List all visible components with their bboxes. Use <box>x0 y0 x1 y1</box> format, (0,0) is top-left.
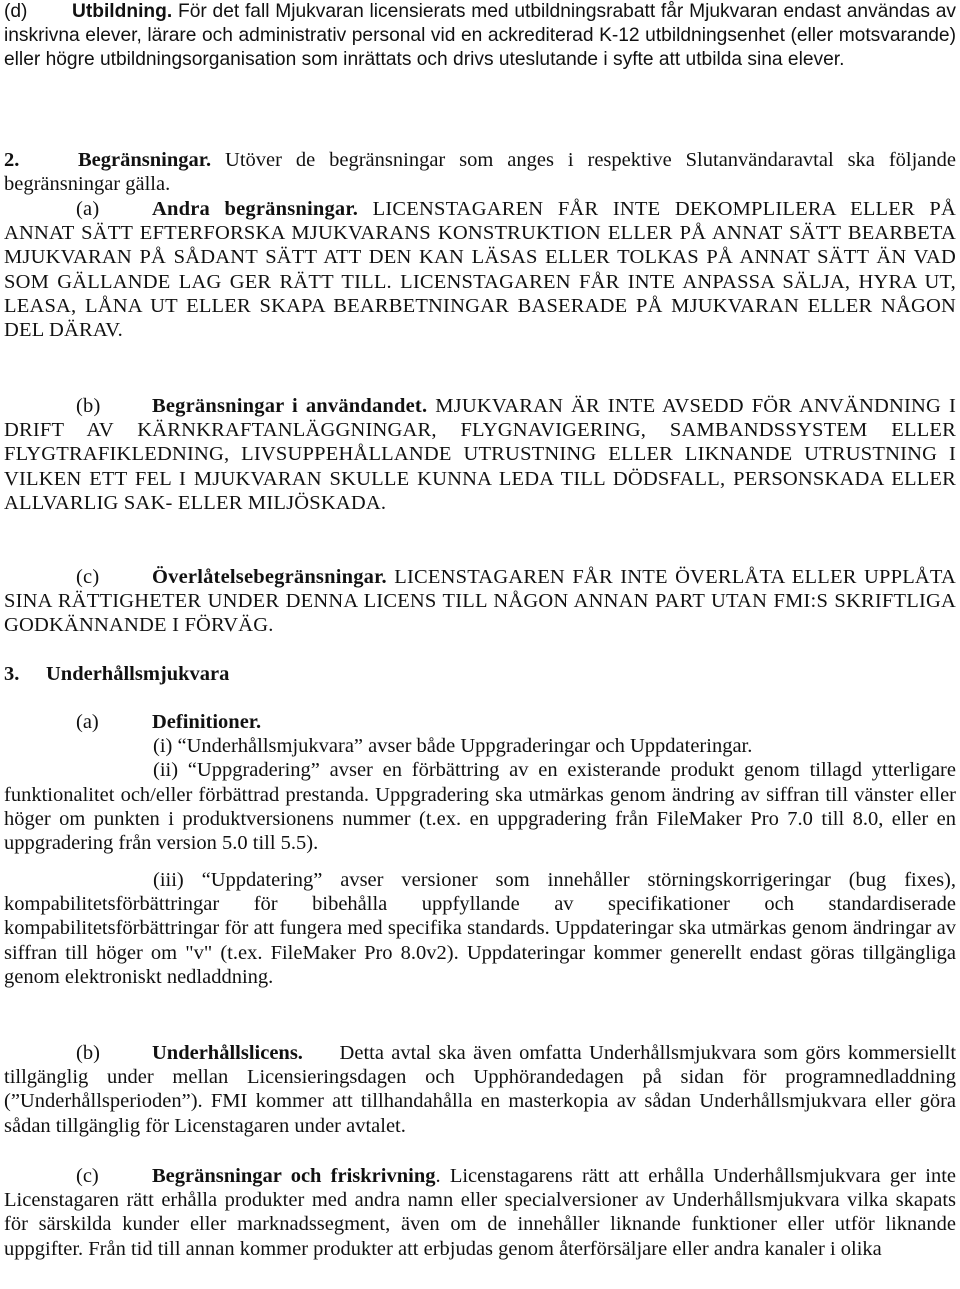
section-2c-heading: Överlåtelsebegränsningar. <box>152 566 387 588</box>
section-d-utbildning <box>4 0 956 73</box>
section-2c-text: LICENSTAGAREN FÅR INTE ÖVERLÅTA ELLER UPPLÅTA SINA RÄTTIGHETER UNDER DENNA LICENS TILL NÅGON ANNAN PART UTAN FMI:S SKRIFTLIGA GODKÄNNANDE I FÖRVÄG. <box>4 566 956 637</box>
section-2b-heading: Begränsningar i användandet. <box>152 395 428 417</box>
section-2a-text: LICENSTAGAREN FÅR INTE DEKOMPLILERA ELLER PÅ ANNAT SÄTT EFTERFORSKA MJUKVARANS KONSTRUKTION ELLER PÅ ANNAT SÄTT BEARBETA MJUKVARAN PÅ SÅDANT SÄTT ATT DEN KAN LÄSAS ELLER TOLKAS PÅ ANNAT SÄTT ÄN VAD SOM GÄLLANDE LAG GER RÄTT TILL. LICENSTAGAREN FÅR INTE ANPASSA SÄLJA, HYRA UT, LEASA, LÅNA UT ELLER SKAPA BEARBETNINGAR BASERADE PÅ MJUKVARAN ELLER NÅGON DEL DÄRAV. <box>4 198 957 342</box>
section-3a <box>4 710 956 855</box>
section-2 <box>4 148 956 196</box>
section-2b-marker: (b) <box>76 395 101 417</box>
section-3a-marker: (a) <box>76 711 99 733</box>
section-2c-marker: (c) <box>76 566 100 588</box>
section-3b <box>4 1041 956 1138</box>
section-2a-marker: (a) <box>76 198 100 220</box>
section-3c-heading: Begränsningar och friskrivning <box>152 1165 436 1187</box>
section-2-heading: Begränsningar. <box>78 149 212 171</box>
section-2-number: 2. <box>4 149 20 171</box>
section-3-heading: Underhållsmjukvara <box>46 663 230 685</box>
section-d-text: För det fall Mjukvaran licensierats med utbildningsrabatt får Mjukvaran endast användas av inskrivna elever, lärare och administrativ personal vid en ackrediterad K-12 utbildningsenhet (eller motsvarande) eller högre utbildningsorganisation som inrättats och drivs uteslutande i syfte att utbilda sina elever. <box>4 1 956 71</box>
definition-iii: (iii) “Uppdatering” avser versioner som innehåller störningskorrigeringar (bug fixes), kompabilitetsförbättringar för bibehålla uppfyllande av specifikationer och standardiserade kompabilitetsförbättringar för att fungera med specifika standards. Uppdateringar ska utmärkas genom ändringar av siffran till höger om "v" (t.ex. FileMaker Pro 8.0v2). Uppdateringar kommer generellt endast göras tillgängliga genom elektroniskt nedladdning. <box>4 869 956 988</box>
definition-i: (i) “Underhållsmjukvara” avser både Uppgraderingar och Uppdateringar. <box>153 735 753 758</box>
section-3a-iii <box>4 868 956 989</box>
section-2-text: Utöver de begränsningar som anges i respektive Slutanvändaravtal ska följande begränsningar gälla. <box>4 149 956 196</box>
section-2a <box>4 197 956 342</box>
section-3b-heading: Underhållslicens. <box>152 1042 303 1064</box>
definition-ii: (ii) “Uppgradering” avser en förbättring av en existerande produkt genom tillagd ytterligare funktionalitet och/eller förbättrad prestanda. Uppgradering ska utmärkas genom ändring av siffran till vänster eller höger om punkten i produktversionens nummer (t.ex. en uppgradering från FileMaker Pro 7.0 till 8.0, eller en uppgradering från version 5.0 till 5.5). <box>4 759 956 855</box>
section-2c <box>4 565 956 638</box>
section-2a-heading: Andra begränsningar. <box>152 198 359 220</box>
section-2b-text: MJUKVARAN ÄR INTE AVSEDD FÖR ANVÄNDNING I DRIFT AV KÄRNKRAFTANLÄGGNINGAR, FLYGNAVIGERING, SAMBANDSSYSTEM ELLER FLYGTRAFIKLEDNING, LIVSUPPEHÅLLANDE UTRUSTNING ELLER LIKNANDE UTRUSTNING I VILKEN ETT FEL I MJUKVARAN SKULLE KUNNA LEDA TILL DÖDSFALL, PERSONSKADA ELLER ALLVARLIG SAK- ELLER MILJÖSKADA. <box>4 395 956 514</box>
section-3b-marker: (b) <box>76 1042 100 1064</box>
section-3 <box>4 662 956 686</box>
section-2b <box>4 394 956 515</box>
section-3c-text: Licenstagarens rätt att erhålla Underhållsmjukvara ger inte Licenstagaren rätt erhålla produkter med andra namn eller specialversioner av Underhållsmjukvara vilka skapats för särskilda kunder eller marknadssegment, även om de innehåller liknande funktioner eller utför liknande uppgifter. Från tid till annan kommer produkter att erbjudas genom återförsäljare eller andra kanaler i olika <box>4 1165 956 1260</box>
section-d-heading: Utbildning. <box>72 1 173 22</box>
section-3c: (c) Begränsningar och friskrivning. Licenstagarens rätt att erhålla Underhållsmjukvara ger inte Licenstagaren rätt erhålla produkter med andra namn eller specialversioner av Underhållsmjukvara vilka skapats för särskilda kunder eller marknadssegment, även om de innehåller liknande funktioner eller utför liknande uppgifter. Från tid till annan kommer produkter att erbjudas genom återförsäljare eller andra kanaler i olika <box>4 1165 956 1260</box>
section-3b-text: Detta avtal ska även omfatta Underhållsmjukvara som görs kommersiellt tillgänglig under mellan Licensieringsdagen och Upphörandedagen på sidan för programnedladdning (”Underhållsperioden”). FMI kommer att tillhandahålla en masterkopia av sådan Underhållsmjukvara eller göra sådan tillgänglig för Licenstagaren under avtalet. <box>4 1042 957 1137</box>
section-3-number: 3. <box>4 663 20 685</box>
section-3a-heading: Definitioner. <box>152 711 262 733</box>
section-d-marker: (d) <box>4 1 28 22</box>
section-3c-marker: (c) <box>76 1165 99 1187</box>
